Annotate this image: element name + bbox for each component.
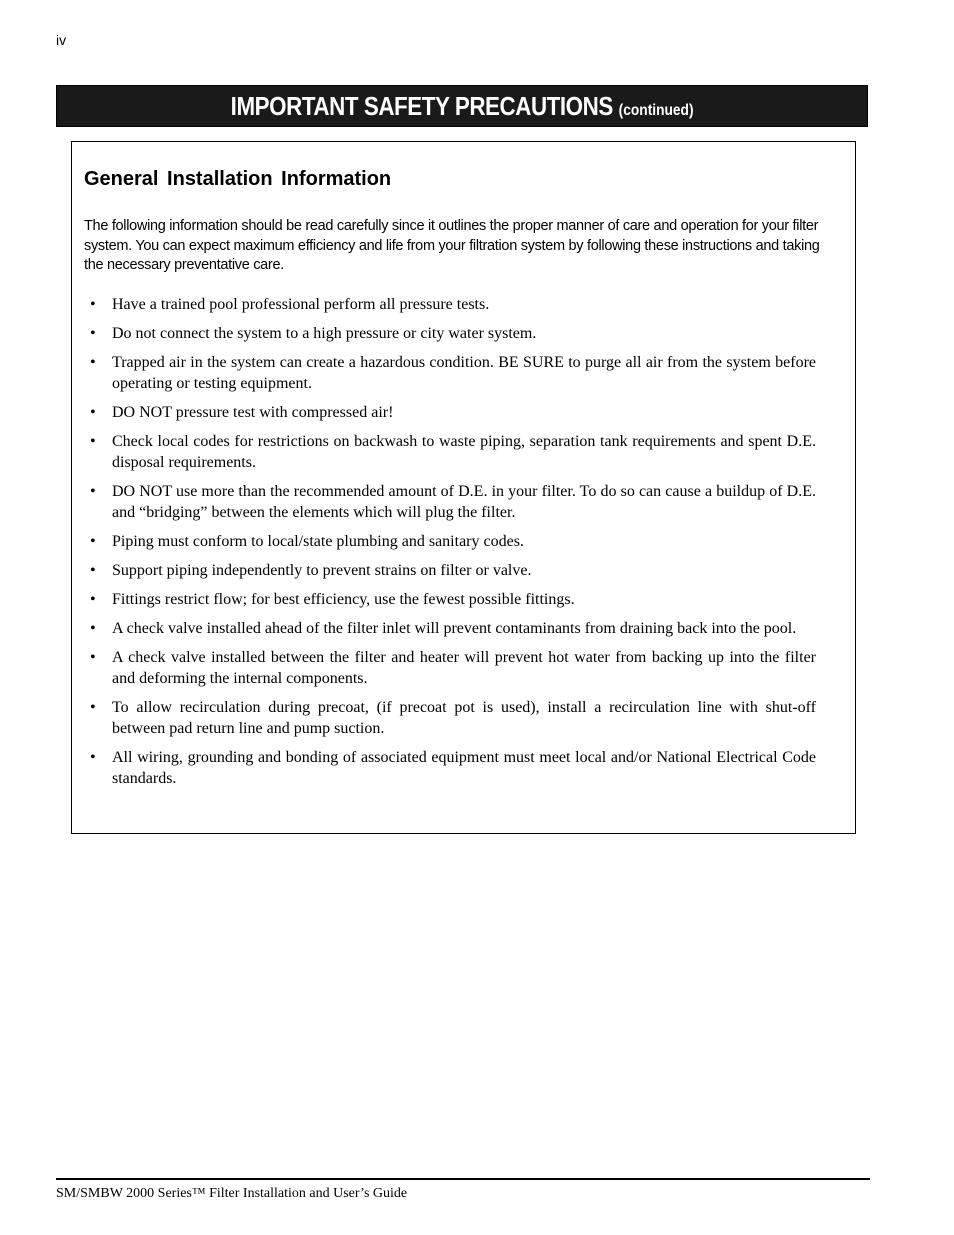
list-item: [84, 697, 816, 739]
list-item: [84, 589, 816, 610]
page-title: [231, 91, 694, 122]
list-item-text: All wiring, grounding and bonding of associated equipment must meet local and/or National Electrical Code standards.: [112, 749, 816, 787]
list-item: [84, 647, 816, 689]
footer-divider: [56, 1178, 870, 1180]
list-item-text: Fittings restrict flow; for best efficiency, use the fewest possible fittings.: [112, 591, 575, 608]
installation-info-box: [71, 141, 856, 834]
bullet-icon: •: [90, 562, 96, 579]
list-item-text: Trapped air in the system can create a hazardous condition. BE SURE to purge all air from the system before operating or testing equipment.: [112, 354, 816, 392]
bullet-icon: •: [90, 749, 96, 766]
bullet-icon: •: [90, 649, 96, 666]
list-item: [84, 481, 816, 523]
title-continued: (continued): [618, 101, 694, 119]
footer-title: SM/SMBW 2000 Series™ Filter Installation and User’s Guide: [56, 1186, 408, 1201]
list-item: [84, 618, 816, 639]
bullet-icon: •: [90, 296, 96, 313]
bullet-icon: •: [90, 533, 96, 550]
list-item: [84, 747, 816, 789]
list-item-text: Check local codes for restrictions on backwash to waste piping, separation tank requirements and spent D.E. disposal requirements.: [112, 433, 816, 471]
list-item: [84, 323, 816, 344]
title-banner: [56, 85, 868, 127]
list-item-text: A check valve installed between the filter and heater will prevent hot water from backing up into the filter and deforming the internal components.: [112, 649, 816, 687]
bullet-icon: •: [90, 433, 96, 450]
list-item-text: Piping must conform to local/state plumbing and sanitary codes.: [112, 533, 524, 550]
title-text: IMPORTANT SAFETY PRECAUTIONS: [230, 90, 613, 121]
bullet-icon: •: [90, 591, 96, 608]
list-item: [84, 431, 816, 473]
list-item: [84, 531, 816, 552]
page-number: iv: [56, 32, 67, 48]
list-item-text: Support piping independently to prevent strains on filter or valve.: [112, 562, 532, 579]
list-item-text: DO NOT pressure test with compressed air!: [112, 404, 394, 421]
bullet-icon: •: [90, 699, 96, 716]
bullet-icon: •: [90, 483, 96, 500]
list-item-text: DO NOT use more than the recommended amount of D.E. in your filter. To do so can cause a buildup of D.E. and “bridging” between the elements which will plug the filter.: [112, 483, 816, 521]
section-heading: General Installation Information: [84, 168, 392, 190]
list-item: [84, 560, 816, 581]
bullet-icon: •: [90, 404, 96, 421]
precautions-list: [84, 294, 816, 797]
list-item-text: A check valve installed ahead of the filter inlet will prevent contaminants from draining back into the pool.: [112, 620, 797, 637]
list-item: [84, 294, 816, 315]
list-item-text: To allow recirculation during precoat, (if precoat pot is used), install a recirculation line with shut-off between pad return line and pump suction.: [112, 699, 816, 737]
bullet-icon: •: [90, 620, 96, 637]
list-item-text: Have a trained pool professional perform all pressure tests.: [112, 296, 490, 313]
bullet-icon: •: [90, 325, 96, 342]
list-item-text: Do not connect the system to a high pressure or city water system.: [112, 325, 537, 342]
list-item: [84, 352, 816, 394]
intro-paragraph: The following information should be read carefully since it outlines the proper manner of care and operation for your filter system. You can expect maximum efficiency and life from your filtration system by following these instructions and taking the necessary preventative care.: [84, 218, 820, 273]
list-item: [84, 402, 816, 423]
bullet-icon: •: [90, 354, 96, 371]
